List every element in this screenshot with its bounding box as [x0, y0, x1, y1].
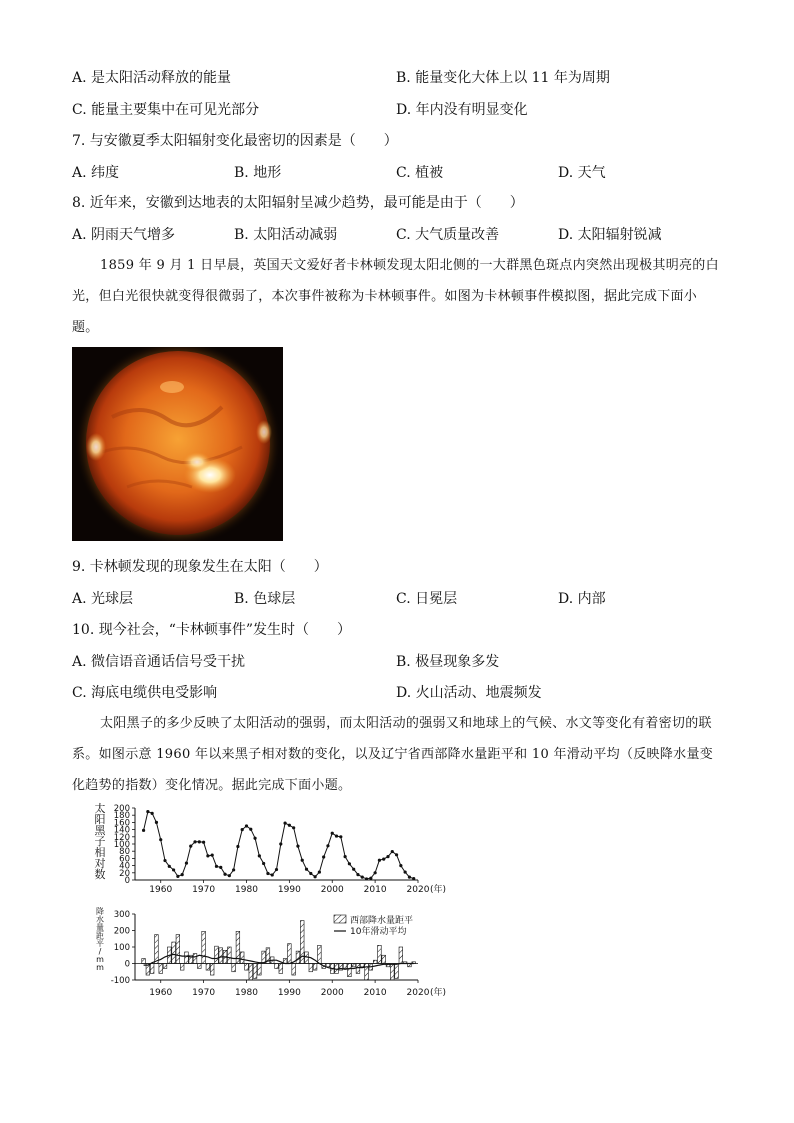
- precip-anomaly-bar: [245, 964, 249, 971]
- q10-stem: 10. 现今社会，“卡林顿事件”发生时（ ）: [72, 622, 352, 638]
- precip-anomaly-bar: [150, 964, 154, 974]
- precip-anomaly-bar: [159, 964, 163, 974]
- sunspot-point: [335, 834, 338, 837]
- sunspot-x-tick-label: 2020: [406, 885, 430, 895]
- sunspot-point: [391, 850, 394, 853]
- sunspot-point: [369, 877, 372, 880]
- precip-anomaly-bar: [176, 935, 180, 964]
- q9-option-a: A. 光球层: [72, 591, 134, 607]
- svg-text:量: 量: [96, 923, 104, 932]
- precip-y-tick-label: 0: [124, 959, 130, 970]
- q8-option-b: B. 太阳活动减弱: [234, 227, 338, 243]
- q9-option-c: C. 日冕层: [396, 591, 458, 607]
- sunspot-y-tick-label: 60: [119, 854, 130, 865]
- precip-anomaly-bar: [155, 935, 159, 964]
- precip-y-axis-label: [96, 906, 104, 972]
- sunspot-point: [215, 865, 218, 868]
- sunspot-y-tick-label: 160: [113, 818, 130, 829]
- sunspot-point: [189, 845, 192, 848]
- sunspot-point: [361, 876, 364, 879]
- sunspot-point: [412, 877, 415, 880]
- precip-anomaly-bar: [373, 960, 377, 963]
- sunspot-point: [305, 868, 308, 871]
- q9-option-d: D. 内部: [558, 591, 606, 607]
- sunspot-point: [168, 865, 171, 868]
- sunspot-point: [352, 868, 355, 871]
- q9-option-b: B. 色球层: [234, 591, 296, 607]
- precip-anomaly-bar: [249, 964, 253, 981]
- q6-option-a: A. 是太阳活动释放的能量: [72, 70, 232, 86]
- precip-anomaly-bar: [172, 942, 176, 963]
- sunspot-point: [296, 845, 299, 848]
- sunspot-point: [283, 822, 286, 825]
- precip-anomaly-bar: [240, 952, 244, 964]
- precip-anomaly-bar: [219, 948, 223, 964]
- sunspot-point: [249, 828, 252, 831]
- sunspot-point: [404, 870, 407, 873]
- sunspot-point: [181, 873, 184, 876]
- sunspot-point: [288, 824, 291, 827]
- sunspot-x-tick-label: 1970: [192, 885, 216, 895]
- q6-option-d: D. 年内没有明显变化: [396, 102, 528, 118]
- precip-anomaly-bar: [228, 947, 232, 964]
- q10-option-a: A. 微信语音通话信号受干扰: [72, 654, 246, 670]
- sunspot-point: [185, 861, 188, 864]
- precip-x-tick-label: 2010: [363, 988, 387, 998]
- q7-option-c: C. 植被: [396, 165, 444, 181]
- precip-anomaly-bar: [253, 964, 257, 979]
- sunspot-point: [206, 854, 209, 857]
- sunspot-point: [151, 812, 154, 815]
- sunspot-point: [356, 873, 359, 876]
- precip-x-tick-label: 2000: [320, 988, 344, 998]
- sunspot-y-tick-label: 120: [113, 832, 130, 843]
- precip-anomaly-bar: [390, 964, 394, 981]
- precip-anomaly-bar: [292, 964, 296, 976]
- sunspot-point: [395, 853, 398, 856]
- precip-anomaly-bar: [275, 964, 279, 969]
- sunspot-point: [193, 840, 196, 843]
- sunspot-point: [258, 854, 261, 857]
- svg-text:水: 水: [96, 915, 104, 924]
- q8-stem: 8. 近年来，安徽到达地表的太阳辐射呈减少趋势，最可能是由于（ ）: [72, 195, 524, 211]
- sunspot-point: [163, 859, 166, 862]
- precip-anomaly-bar: [197, 964, 201, 969]
- sunspot-point: [176, 875, 179, 878]
- sunspot-point: [339, 835, 342, 838]
- q7-option-d: D. 天气: [558, 165, 606, 181]
- passage-sunspot-text: 太阳黑子的多少反映了太阳活动的强弱，而太阳活动的强弱又和地球上的气候、水文等变化有着密切的联系。如图示意 1960 年以来黑子相对数的变化，以及辽宁省西部降水量距平和 10 年滑动平均（反映降水量变化趋势的指数）变化情况。据此完成下面小题。: [72, 716, 714, 793]
- sunspot-x-tick-label: 1990: [277, 885, 301, 895]
- q10-option-b: B. 极昼现象多发: [396, 654, 500, 670]
- sunspot-point: [266, 872, 269, 875]
- precip-anomaly-bar: [399, 947, 403, 964]
- sunspot-point: [374, 871, 377, 874]
- sunspot-point: [236, 845, 239, 848]
- precip-anomaly-bar: [232, 964, 236, 972]
- sunspot-point: [146, 810, 149, 813]
- sunspot-point: [344, 855, 347, 858]
- sunspot-point: [262, 862, 265, 865]
- sunspot-point: [155, 821, 158, 824]
- sunspot-y-tick-label: 100: [113, 840, 130, 850]
- sunspot-y-axis-label: [95, 801, 107, 881]
- sunspot-x-unit: (年): [429, 885, 447, 895]
- sunspot-y-tick-label: 40: [119, 861, 130, 872]
- sunspot-series-line: [144, 812, 414, 879]
- precip-x-unit: (年): [429, 988, 447, 998]
- precip-anomaly-bar: [258, 964, 262, 976]
- sunspot-point: [202, 841, 205, 844]
- precip-anomaly-bar: [193, 954, 197, 964]
- sunspot-x-tick-label: 1960: [149, 885, 173, 895]
- precip-anomaly-bar: [180, 964, 184, 971]
- svg-text:子: 子: [94, 835, 106, 848]
- svg-text:/: /: [98, 947, 102, 956]
- sunspot-point: [142, 829, 145, 832]
- sunspot-point: [172, 868, 175, 871]
- sunspot-point: [228, 874, 231, 877]
- passage-carrington-text: 1859 年 9 月 1 日早晨，英国天文爱好者卡林顿发现太阳北侧的一大群黑色斑点内突然出现极其明亮的白光，但白光很快就变得很微弱了，本次事件被称为卡林顿事件。如图为卡林顿事件模拟图，据此完成下面小题。: [72, 258, 719, 335]
- sunspot-point: [378, 859, 381, 862]
- precip-anomaly-bar: [202, 931, 206, 963]
- precip-anomaly-bar: [142, 959, 146, 964]
- q9-stem: 9. 卡林顿发现的现象发生在太阳（ ）: [72, 559, 328, 575]
- precip-x-tick-label: 2020: [406, 988, 430, 998]
- sunspot-point: [198, 840, 201, 843]
- sunspot-point: [253, 837, 256, 840]
- svg-text:数: 数: [94, 868, 106, 881]
- sunspot-y-tick-label: 80: [119, 847, 130, 858]
- q10-option-c: C. 海底电缆供电受影响: [72, 685, 218, 701]
- precip-anomaly-bar: [210, 964, 214, 976]
- sunspot-y-tick-label: 180: [113, 811, 130, 822]
- precip-anomaly-bar: [215, 946, 219, 963]
- precip-anomaly-bar: [309, 964, 313, 972]
- sunspot-point: [386, 855, 389, 858]
- precip-legend: [334, 914, 413, 937]
- precip-anomaly-bar: [365, 964, 369, 981]
- precip-anomaly-bar: [348, 964, 352, 977]
- precip-anomaly-bar: [296, 951, 300, 963]
- svg-text:m: m: [96, 963, 104, 972]
- precip-anomaly-bar: [206, 964, 210, 971]
- q8-option-a: A. 阴雨天气增多: [72, 227, 176, 243]
- precip-anomaly-bar: [163, 964, 167, 969]
- precip-x-tick-label: 1990: [277, 988, 301, 998]
- sunspot-point: [348, 862, 351, 865]
- precip-anomaly-bar: [360, 964, 364, 967]
- precip-y-tick-label: 100: [113, 943, 130, 953]
- legend-anomaly-label: 西部降水量距平: [350, 916, 414, 926]
- sunspot-point: [301, 859, 304, 862]
- svg-text:黑: 黑: [94, 824, 106, 837]
- sunspot-point: [223, 873, 226, 876]
- sunspot-point: [219, 866, 222, 869]
- sunspot-y-tick-label: 20: [119, 868, 130, 879]
- sunspot-point: [318, 870, 321, 873]
- sunspot-x-tick-label: 2010: [363, 885, 387, 895]
- precip-x-tick-label: 1960: [149, 988, 173, 998]
- svg-text:太: 太: [94, 802, 106, 815]
- sunspot-point: [408, 876, 411, 879]
- sunspot-point: [313, 875, 316, 878]
- sunspot-point: [331, 832, 334, 835]
- svg-text:距: 距: [96, 931, 104, 940]
- precip-y-tick-label: 200: [113, 926, 130, 937]
- precip-anomaly-bar: [313, 964, 317, 971]
- legend-moving-average-label: 10年滑动平均: [350, 927, 407, 937]
- sunspot-x-tick-label: 2000: [320, 885, 344, 895]
- sunspot-point: [365, 877, 368, 880]
- precip-anomaly-bar: [378, 945, 382, 963]
- svg-text:降: 降: [96, 907, 104, 916]
- svg-text:平: 平: [96, 939, 104, 948]
- precip-y-tick-label: 300: [113, 910, 130, 920]
- sunspot-point: [309, 872, 312, 875]
- precip-x-tick-label: 1970: [192, 988, 216, 998]
- svg-text:阳: 阳: [94, 813, 106, 826]
- sunspot-y-tick-label: 140: [113, 825, 130, 836]
- sunspot-point: [399, 864, 402, 867]
- svg-text:对: 对: [94, 857, 106, 870]
- q10-option-d: D. 火山活动、地震频发: [396, 685, 542, 701]
- sunspot-point: [322, 855, 325, 858]
- svg-text:m: m: [96, 955, 104, 964]
- sunspot-x-tick-label: 1980: [235, 885, 258, 895]
- precip-anomaly-bar: [318, 945, 322, 963]
- sunspot-point: [245, 824, 248, 827]
- sunspot-point: [326, 844, 329, 847]
- svg-text:相: 相: [94, 846, 106, 859]
- precip-anomaly-bar: [288, 944, 292, 964]
- precip-anomaly-chart: [96, 906, 446, 998]
- sunspot-y-tick-label: 0: [124, 876, 130, 886]
- precip-anomaly-bar: [185, 952, 189, 964]
- sunspot-point: [211, 854, 214, 857]
- q8-option-d: D. 太阳辐射锐减: [558, 227, 662, 243]
- sunspot-point: [275, 868, 278, 871]
- precip-y-tick-label: -100: [110, 976, 130, 986]
- sunspot-point: [279, 842, 282, 845]
- sunspot-point: [232, 868, 235, 871]
- q8-option-c: C. 大气质量改善: [396, 227, 500, 243]
- sunspot-point: [159, 838, 162, 841]
- sunspot-point: [382, 858, 385, 861]
- q7-option-a: A. 纬度: [72, 165, 120, 181]
- legend-anomaly-swatch: [334, 915, 346, 923]
- sunspot-y-tick-label: 200: [113, 804, 130, 814]
- sunspot-point: [271, 873, 274, 876]
- precip-anomaly-bar: [326, 964, 330, 967]
- precip-anomaly-bar: [279, 964, 283, 974]
- sunspot-point: [241, 828, 244, 831]
- q6-option-b: B. 能量变化大体上以 11 年为周期: [396, 70, 610, 86]
- precip-anomaly-bar: [343, 964, 347, 969]
- precip-anomaly-bar: [382, 955, 386, 963]
- precip-x-tick-label: 1980: [235, 988, 258, 998]
- q6-option-c: C. 能量主要集中在可见光部分: [72, 102, 260, 118]
- sunspot-chart: [95, 801, 447, 895]
- q7-option-b: B. 地形: [234, 165, 282, 181]
- sunspot-point: [292, 826, 295, 829]
- precip-anomaly-bar: [395, 964, 399, 979]
- precip-anomaly-bar: [352, 964, 356, 967]
- q7-stem: 7. 与安徽夏季太阳辐射变化最密切的因素是（ ）: [72, 133, 398, 149]
